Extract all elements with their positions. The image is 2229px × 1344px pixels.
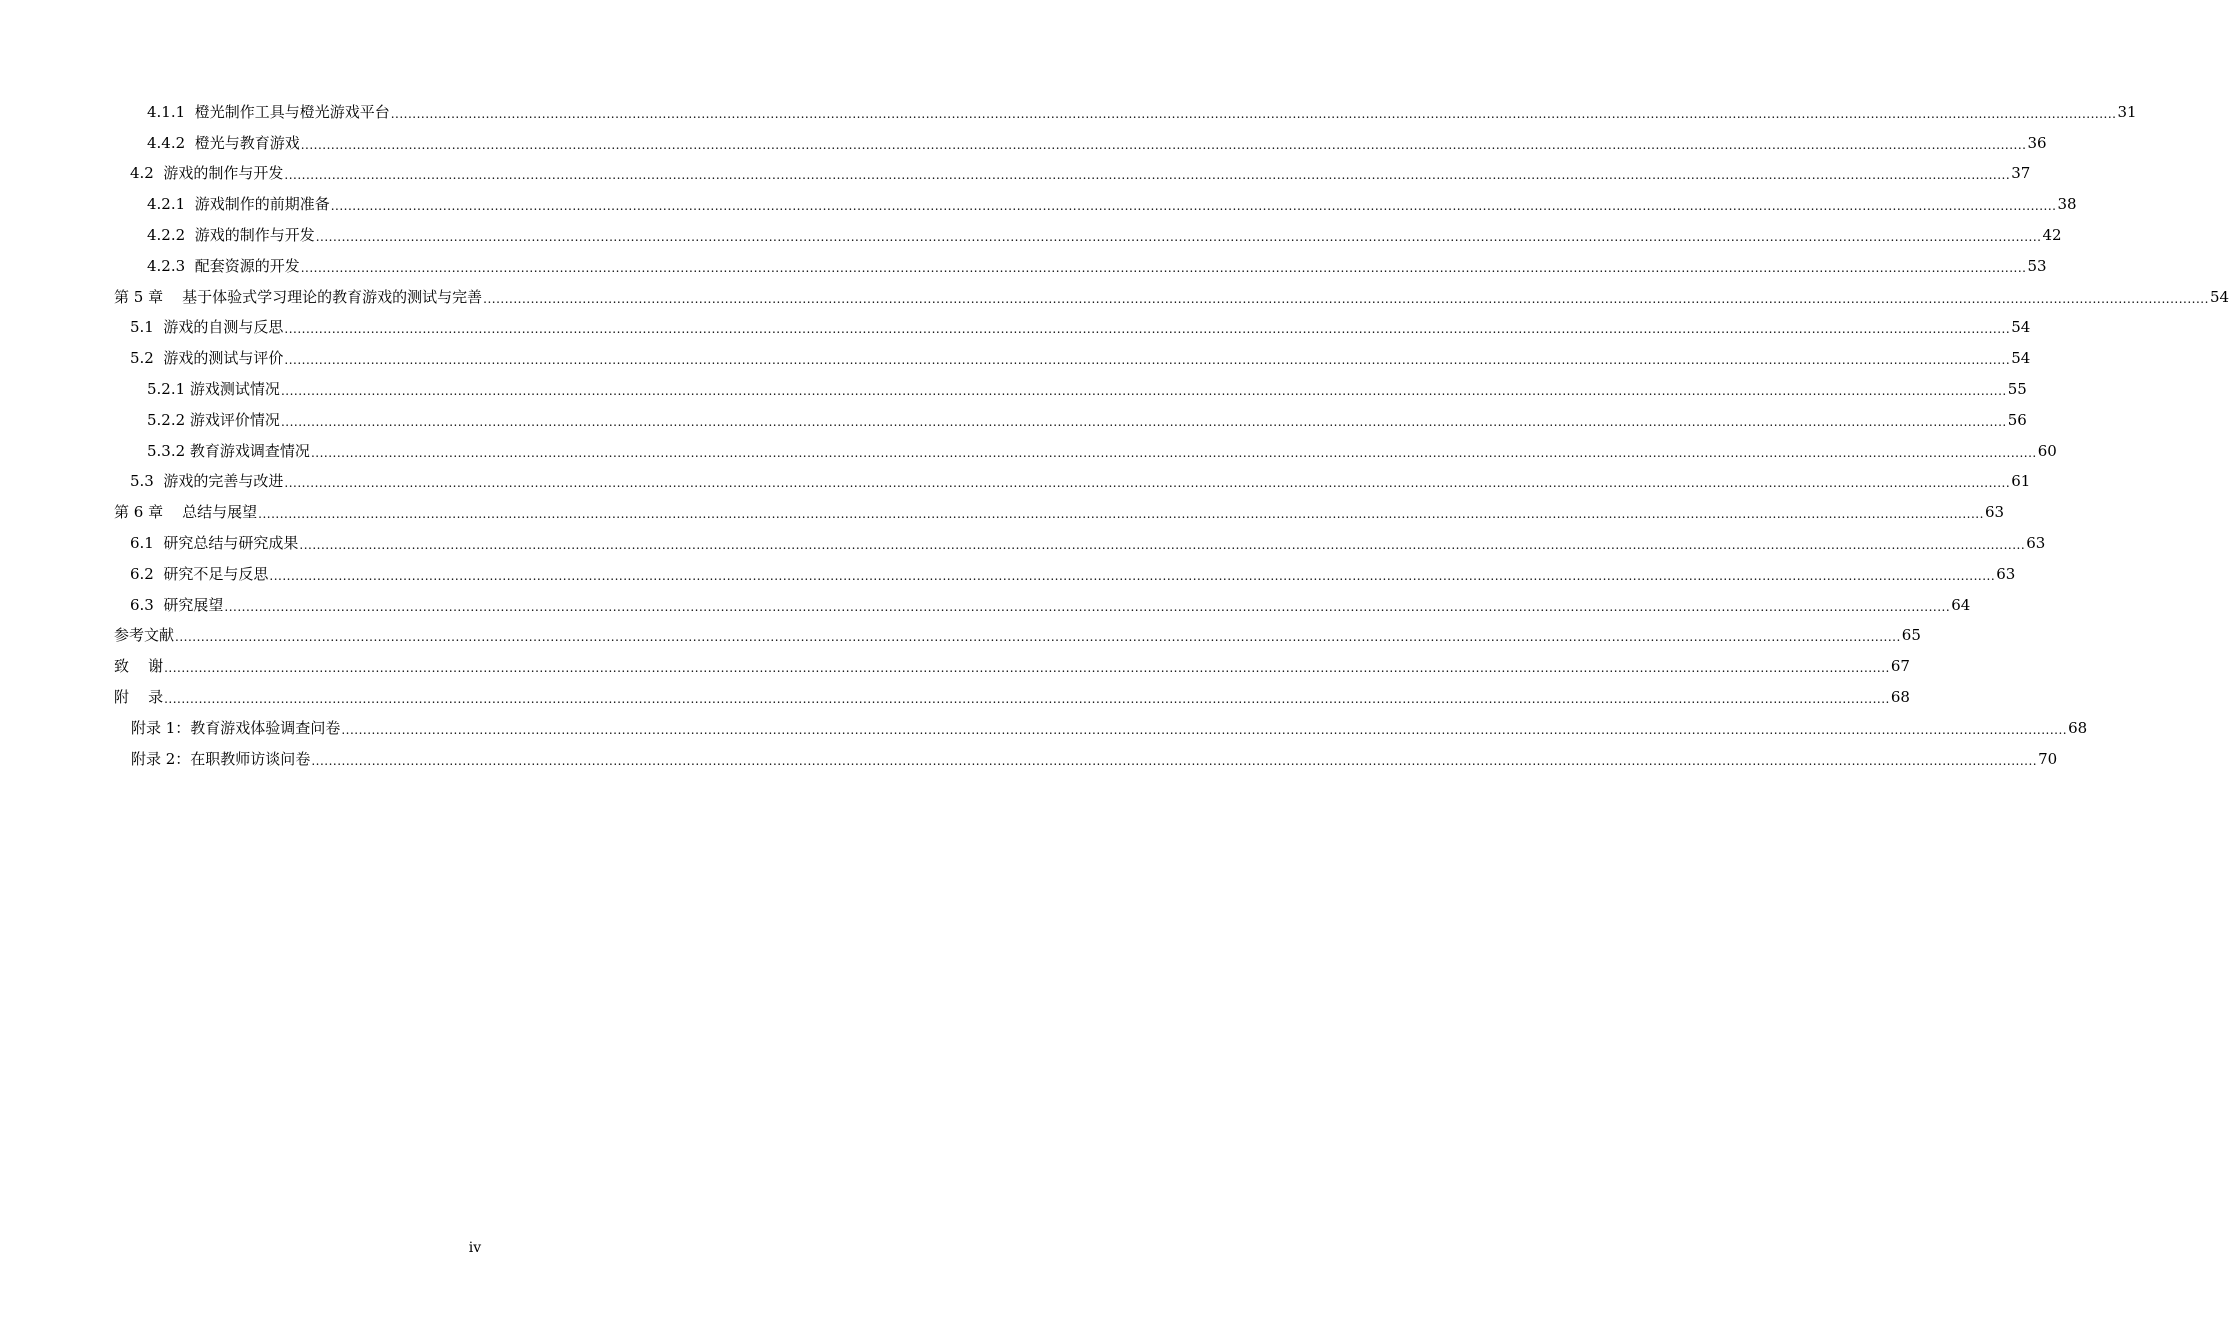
- toc-entry-page-number: 53: [2027, 256, 2047, 275]
- toc-entry-title: 4.2.2 游戏的制作与开发: [147, 225, 315, 244]
- toc-entry-title: 附 录: [114, 687, 164, 706]
- toc-dot-leader: ................................................................................................................................................................................................................................................................................................................................................................................................................: [315, 229, 2042, 244]
- toc-entry-title: 5.3.2 教育游戏调查情况: [147, 441, 310, 460]
- toc-entry-page-number: 36: [2027, 133, 2047, 152]
- toc-entry-page-number: 64: [1951, 595, 1971, 614]
- toc-entry[interactable]: [114, 215, 2062, 246]
- toc-entry-title: 5.1 游戏的自测与反思: [130, 318, 284, 337]
- toc-dot-leader: ................................................................................................................................................................................................................................................................................................................................................................................................................: [175, 630, 1901, 645]
- toc-entry-page-number: 63: [1996, 564, 2016, 583]
- toc-dot-leader: ................................................................................................................................................................................................................................................................................................................................................................................................................: [164, 661, 1890, 676]
- toc-entry-title: 第 6 章 总结与展望: [114, 503, 258, 522]
- toc-entry[interactable]: [114, 184, 2077, 215]
- toc-entry-page-number: 54: [2209, 287, 2229, 306]
- toc-entry-title: 4.2.1 游戏制作的前期准备: [147, 195, 330, 214]
- toc-entry-title: 5.2.2 游戏评价情况: [147, 410, 280, 429]
- toc-dot-leader: ................................................................................................................................................................................................................................................................................................................................................................................................................: [341, 722, 2068, 737]
- toc-entry-title: 参考文献: [114, 626, 175, 645]
- toc-entry[interactable]: [114, 523, 2046, 554]
- toc-entry-title: 6.2 研究不足与反思: [130, 564, 269, 583]
- toc-entry[interactable]: [114, 338, 2031, 369]
- toc-entry-page-number: 68: [1890, 687, 1910, 706]
- toc-dot-leader: ................................................................................................................................................................................................................................................................................................................................................................................................................: [284, 322, 2011, 337]
- toc-entry-page-number: 37: [2011, 164, 2031, 183]
- toc-dot-leader: ................................................................................................................................................................................................................................................................................................................................................................................................................: [269, 568, 1996, 583]
- toc-entry[interactable]: [114, 277, 2229, 308]
- toc-dot-leader: ................................................................................................................................................................................................................................................................................................................................................................................................................: [300, 260, 2027, 275]
- toc-entry-page-number: 67: [1890, 657, 1910, 676]
- toc-entry-page-number: 70: [2038, 749, 2058, 768]
- toc-entry-title: 6.3 研究展望: [130, 595, 224, 614]
- toc-entry[interactable]: [114, 431, 2057, 462]
- toc-entry-page-number: 55: [2007, 379, 2027, 398]
- toc-dot-leader: ................................................................................................................................................................................................................................................................................................................................................................................................................: [284, 168, 2011, 183]
- toc-entry[interactable]: [114, 308, 2031, 339]
- toc-dot-leader: ................................................................................................................................................................................................................................................................................................................................................................................................................: [284, 476, 2011, 491]
- toc-entry-page-number: 54: [2011, 318, 2031, 337]
- toc-entry-title: 5.2 游戏的测试与评价: [130, 349, 284, 368]
- toc-dot-leader: ................................................................................................................................................................................................................................................................................................................................................................................................................: [284, 353, 2011, 368]
- toc-entry[interactable]: [114, 492, 2005, 523]
- table-of-contents: [114, 92, 2229, 770]
- toc-entry-page-number: 42: [2042, 225, 2062, 244]
- toc-entry-page-number: 31: [2117, 102, 2137, 121]
- toc-entry-page-number: 61: [2011, 472, 2031, 491]
- toc-dot-leader: ................................................................................................................................................................................................................................................................................................................................................................................................................: [224, 599, 1951, 614]
- toc-dot-leader: ................................................................................................................................................................................................................................................................................................................................................................................................................: [299, 537, 2026, 552]
- toc-entry-title: 4.2 游戏的制作与开发: [130, 164, 284, 183]
- toc-entry-title: 4.1.1 橙光制作工具与橙光游戏平台: [147, 102, 390, 121]
- toc-entry[interactable]: [114, 246, 2047, 277]
- toc-entry-title: 附录 2：在职教师访谈问卷: [131, 749, 311, 768]
- toc-dot-leader: ................................................................................................................................................................................................................................................................................................................................................................................................................: [483, 291, 2209, 306]
- toc-entry-title: 致 谢: [114, 657, 164, 676]
- toc-entry[interactable]: [114, 369, 2027, 400]
- toc-entry-page-number: 54: [2011, 349, 2031, 368]
- toc-entry-title: 附录 1：教育游戏体验调查问卷: [131, 718, 341, 737]
- toc-entry[interactable]: [114, 154, 2031, 185]
- toc-entry-title: 4.4.2 橙光与教育游戏: [147, 133, 300, 152]
- toc-dot-leader: ................................................................................................................................................................................................................................................................................................................................................................................................................: [300, 137, 2027, 152]
- toc-dot-leader: ................................................................................................................................................................................................................................................................................................................................................................................................................: [310, 445, 2037, 460]
- toc-entry-page-number: 38: [2057, 195, 2077, 214]
- toc-entry-page-number: 63: [1984, 503, 2005, 522]
- toc-entry-title: 4.2.3 配套资源的开发: [147, 256, 300, 275]
- toc-dot-leader: ................................................................................................................................................................................................................................................................................................................................................................................................................: [258, 507, 1984, 522]
- toc-entry-page-number: 63: [2026, 533, 2046, 552]
- toc-dot-leader: ................................................................................................................................................................................................................................................................................................................................................................................................................: [330, 199, 2057, 214]
- toc-entry[interactable]: [114, 677, 1910, 708]
- toc-entry[interactable]: [114, 462, 2031, 493]
- toc-entry-page-number: 60: [2037, 441, 2057, 460]
- toc-dot-leader: ................................................................................................................................................................................................................................................................................................................................................................................................................: [280, 383, 2007, 398]
- toc-dot-leader: ................................................................................................................................................................................................................................................................................................................................................................................................................: [164, 691, 1890, 706]
- toc-entry[interactable]: [114, 739, 2058, 770]
- toc-entry[interactable]: [114, 554, 2016, 585]
- toc-dot-leader: ................................................................................................................................................................................................................................................................................................................................................................................................................: [280, 414, 2007, 429]
- toc-entry[interactable]: [114, 585, 1971, 616]
- toc-dot-leader: ................................................................................................................................................................................................................................................................................................................................................................................................................: [390, 106, 2117, 121]
- toc-entry-page-number: 68: [2068, 718, 2088, 737]
- toc-entry-title: 5.2.1 游戏测试情况: [147, 379, 280, 398]
- toc-entry[interactable]: [114, 646, 1910, 677]
- toc-entry-page-number: 56: [2007, 410, 2027, 429]
- toc-dot-leader: ................................................................................................................................................................................................................................................................................................................................................................................................................: [311, 753, 2038, 768]
- toc-entry[interactable]: [114, 616, 1921, 647]
- toc-entry[interactable]: [114, 123, 2047, 154]
- toc-entry-page-number: 65: [1901, 626, 1921, 645]
- toc-entry-title: 第 5 章 基于体验式学习理论的教育游戏的测试与完善: [114, 287, 483, 306]
- toc-entry-title: 6.1 研究总结与研究成果: [130, 533, 299, 552]
- toc-entry-title: 5.3 游戏的完善与改进: [130, 472, 284, 491]
- page-number: iv: [468, 1240, 482, 1256]
- toc-entry[interactable]: [114, 92, 2137, 123]
- toc-entry[interactable]: [114, 708, 2088, 739]
- toc-entry[interactable]: [114, 400, 2027, 431]
